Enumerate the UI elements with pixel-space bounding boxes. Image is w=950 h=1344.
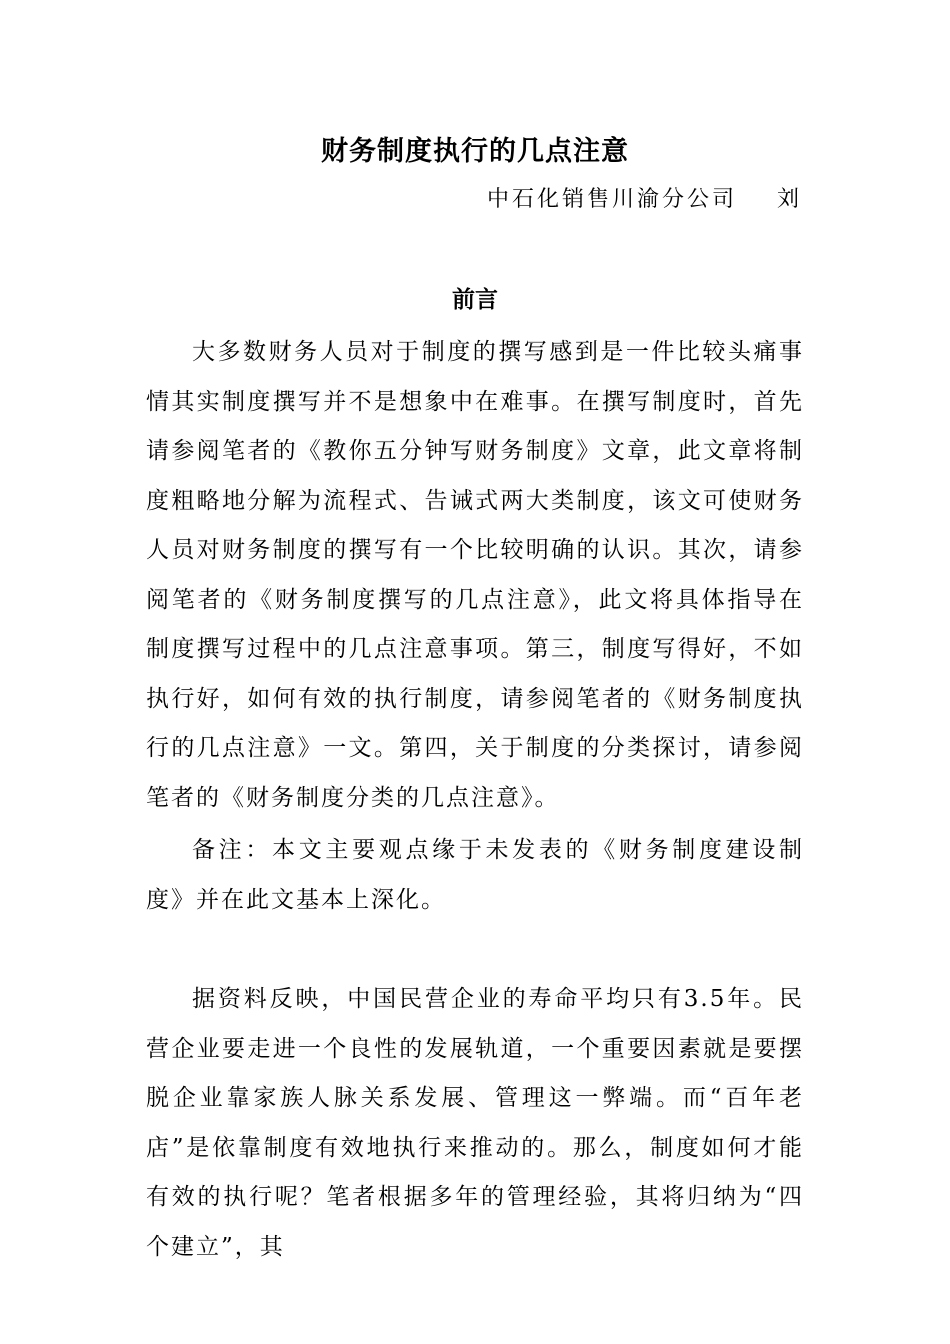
paragraph-preface: 大多数财务人员对于制度的撰写感到是一件比较头痛事情其实制度撰写并不是想象中在难事。在撰写制度时，首先请参阅笔者的《教你五分钟写财务制度》文章，此文章将制度粗略地分解为流程式、告诫式两大类制度，该文可使财务人员对财务制度的撰写有一个比较明确的认识。其次，请参阅笔者的《财务制度撰写的几点注意》，此文将具体指导在制度撰写过程中的几点注意事项。第三，制度写得好，不如执行好，如何有效的执行制度，请参阅笔者的《财务制度执行的几点注意》一文。第四，关于制度的分类探讨，请参阅笔者的《财务制度分类的几点注意》。 xyxy=(146,339,804,811)
author-line: 中石化销售川渝分公司 刘 xyxy=(487,187,802,212)
paragraph-body: 据资料反映，中国民营企业的寿命平均只有3.5年。民营企业要走进一个良性的发展轨道，一个重要因素就是要摆脱企业靠家族人脉关系发展、管理这一弊端。而“百年老店”是依靠制度有效地执行来推动的。那么，制度如何才能有效的执行呢？笔者根据多年的管理经验，其将归纳为“四个建立”，其 xyxy=(146,986,804,1260)
document-title: 财务制度执行的几点注意 xyxy=(321,136,629,167)
section-heading-preface: 前言 xyxy=(452,286,498,313)
paragraph-note: 备注：本文主要观点缘于未发表的《财务制度建设制度》并在此文基本上深化。 xyxy=(146,837,804,913)
